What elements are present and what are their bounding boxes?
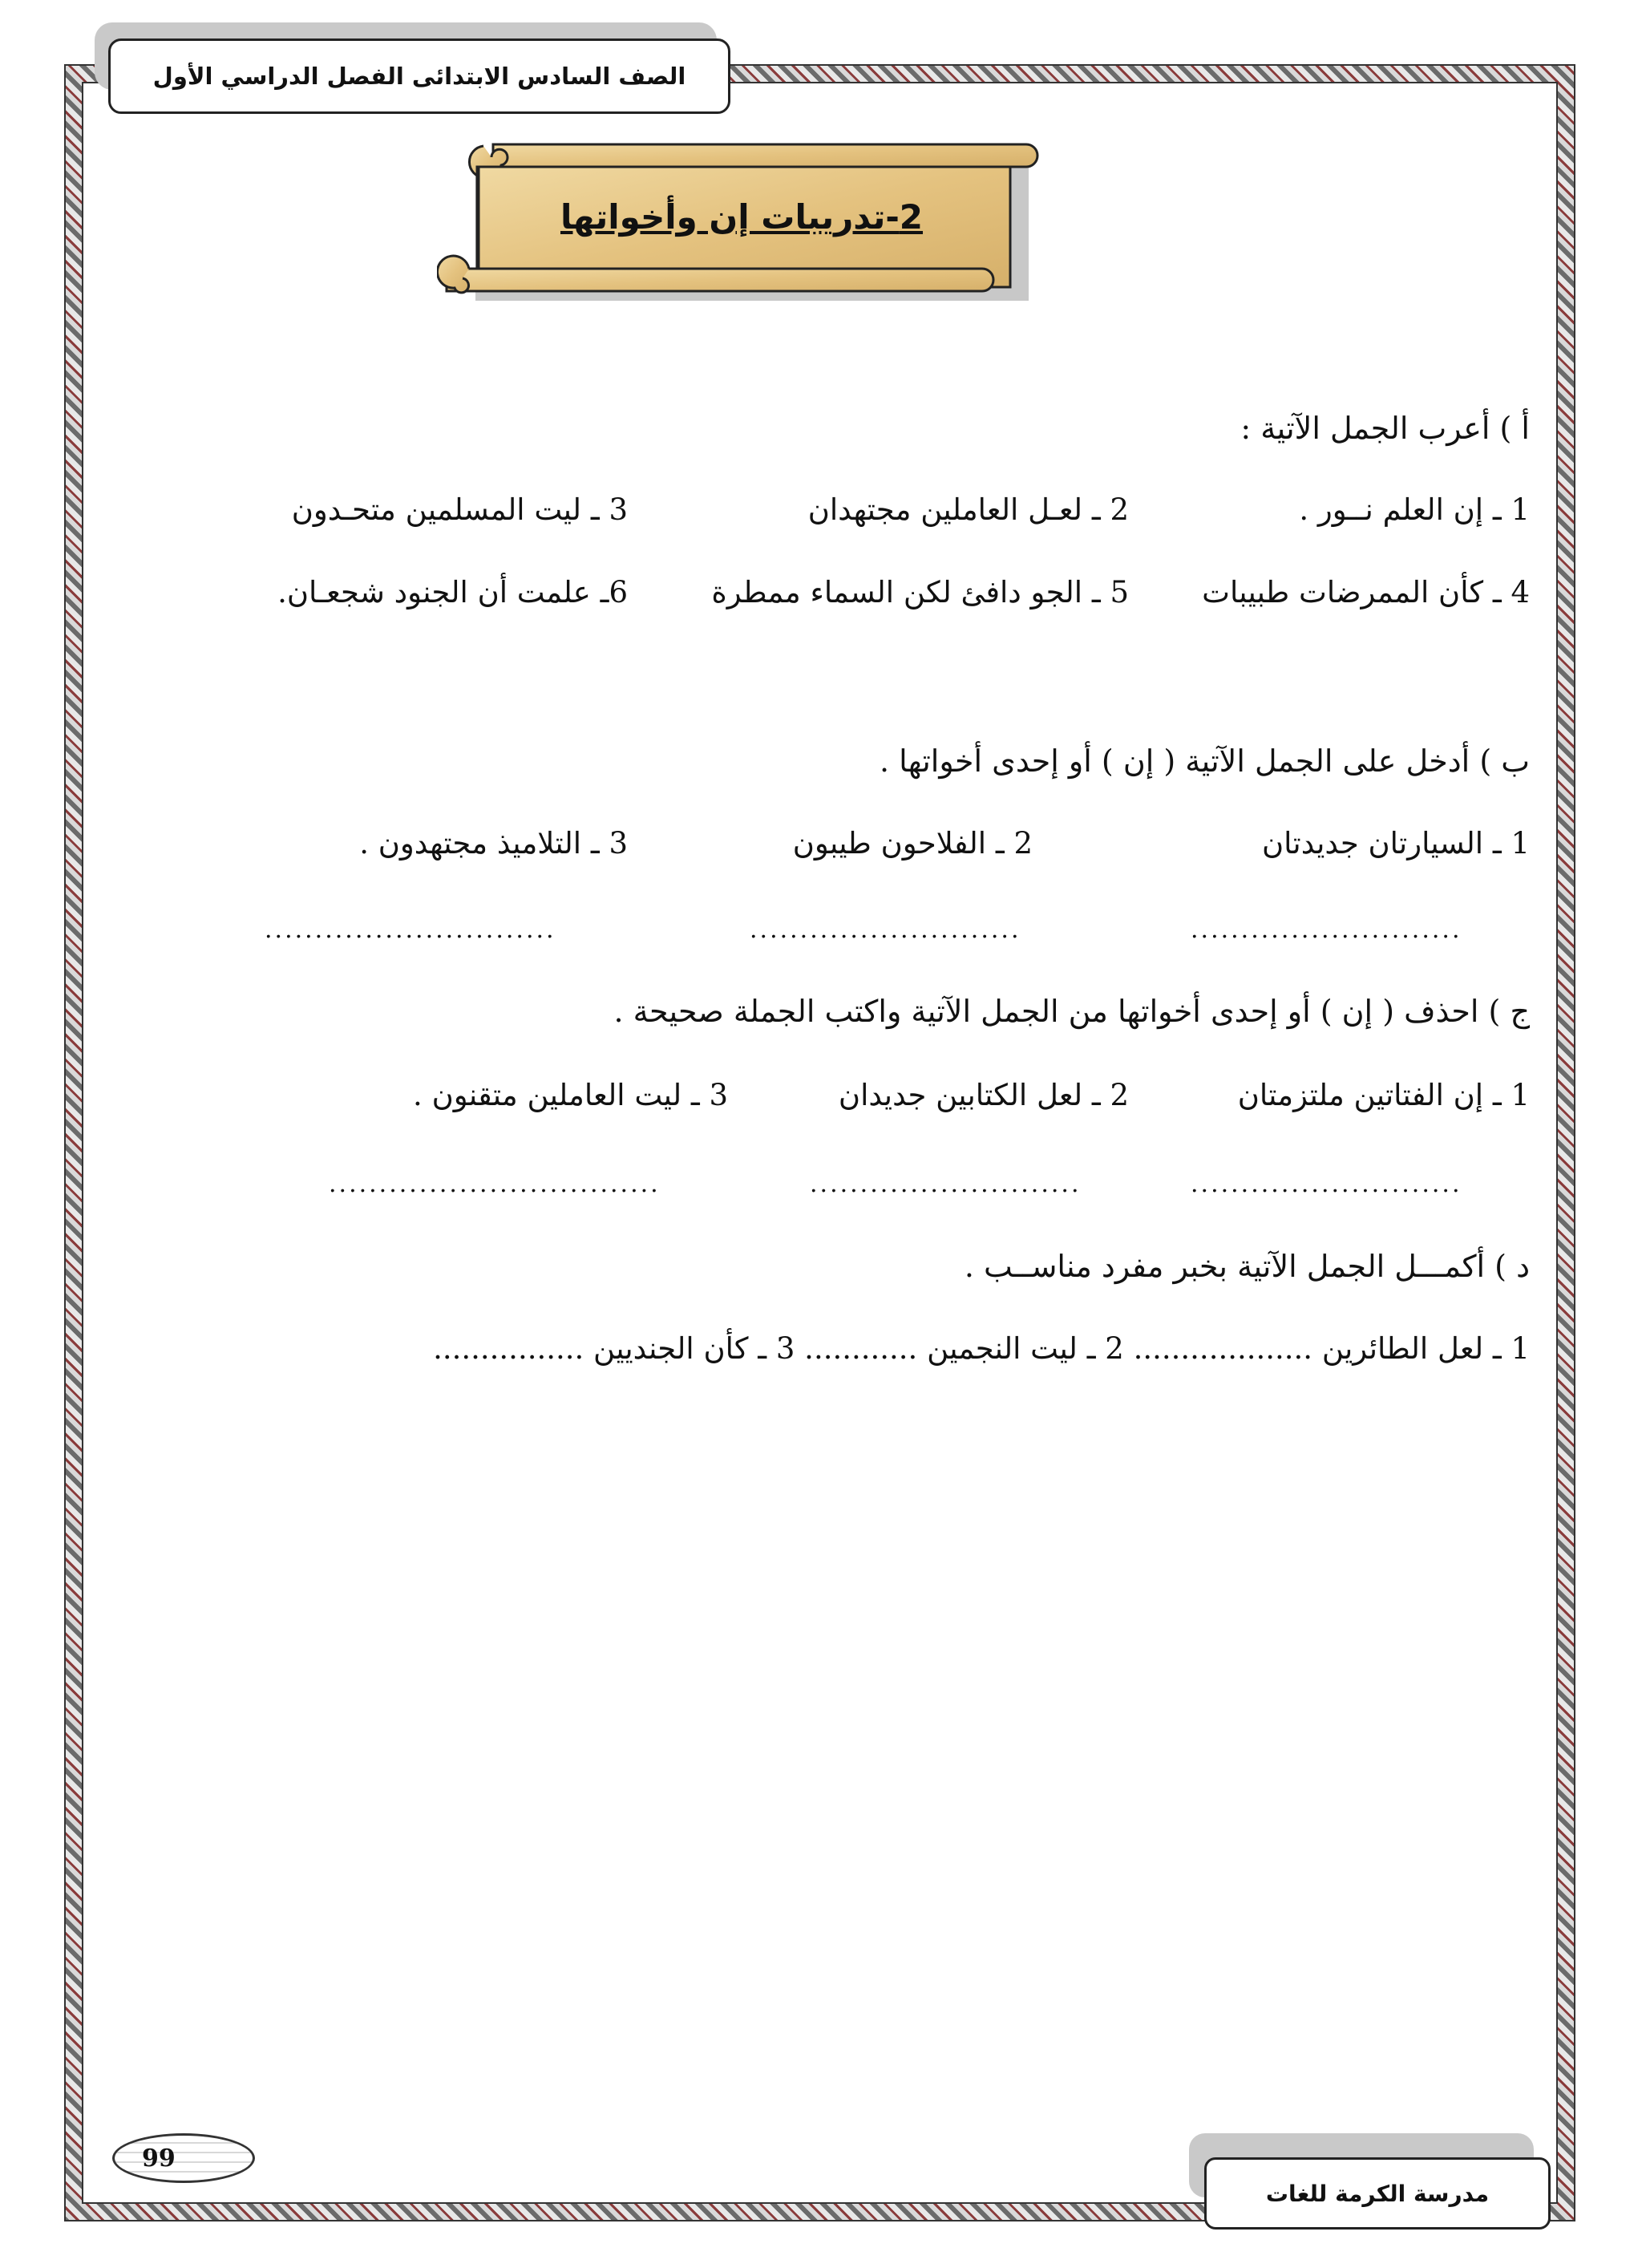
- section-c-blank-3[interactable]: .................................: [329, 1170, 661, 1198]
- section-b-blank-1[interactable]: ...........................: [1191, 916, 1462, 944]
- section-c-blank-2[interactable]: ...........................: [810, 1170, 1082, 1198]
- section-b-item-3: 3 ـ التلاميذ مجتهدون .: [359, 826, 628, 861]
- header-tab: [108, 38, 730, 114]
- section-a-item-3: 3 ـ ليت المسلمين متحـدون: [291, 492, 628, 527]
- section-c-item-2: 2 ـ لعل الكتابين جديدان: [838, 1078, 1129, 1112]
- section-a-item-6: 6ـ علمت أن الجنود شجعـان.: [277, 575, 628, 610]
- section-c-item-3: 3 ـ ليت العاملين متقنون .: [413, 1078, 728, 1112]
- section-b-heading: ب ) أدخل على الجمل الآتية ( إن ) أو إحدى أخواتها .: [879, 743, 1530, 779]
- section-b-blank-3[interactable]: .............................: [265, 916, 556, 944]
- section-c-blank-1[interactable]: ...........................: [1191, 1170, 1462, 1198]
- page-number: 99: [142, 2144, 176, 2173]
- section-a-item-1: 1 ـ إن العلم نــور .: [1299, 492, 1530, 527]
- section-c-item-1: 1 ـ إن الفتاتين ملتزمتان: [1237, 1078, 1530, 1112]
- section-b-item-1: 1 ـ السيارتان جديدتان: [1261, 826, 1530, 861]
- section-d-items[interactable]: 1 ـ لعل الطائرين ................... 2 ـ ليت النجمين ............ 3 ـ كأن الجنديين ................: [433, 1331, 1530, 1366]
- section-a-item-2: 2 ـ لعـل العاملين مجتهدان: [807, 492, 1129, 527]
- section-c-heading: ج ) احذف ( إن ) أو إحدى أخواتها من الجمل الآتية واكتب الجملة صحيحة .: [613, 994, 1530, 1029]
- section-a-item-5: 5 ـ الجو دافئ لكن السماء ممطرة: [711, 575, 1129, 610]
- page-area: [82, 82, 1558, 2204]
- section-a-item-4: 4 ـ كأن الممرضات طبيبات: [1202, 575, 1530, 610]
- school-name: مدرسة الكرمة للغات: [1265, 2180, 1490, 2207]
- section-b-blank-2[interactable]: ...........................: [750, 916, 1021, 944]
- lesson-title: 2-تدريبات إن وأخواتها: [560, 196, 924, 237]
- page-number-badge: [112, 2133, 255, 2183]
- section-d-heading: د ) أكمـــل الجمل الآتية بخبر مفرد مناســب .: [964, 1249, 1530, 1284]
- header-title: الصف السادس الابتدائى الفصل الدراسي الأول: [152, 63, 686, 90]
- section-b-item-2: 2 ـ الفلاحون طيبون: [792, 826, 1033, 861]
- section-a-heading: أ ) أعرب الجمل الآتية :: [1240, 411, 1530, 446]
- footer-tab: [1204, 2157, 1551, 2230]
